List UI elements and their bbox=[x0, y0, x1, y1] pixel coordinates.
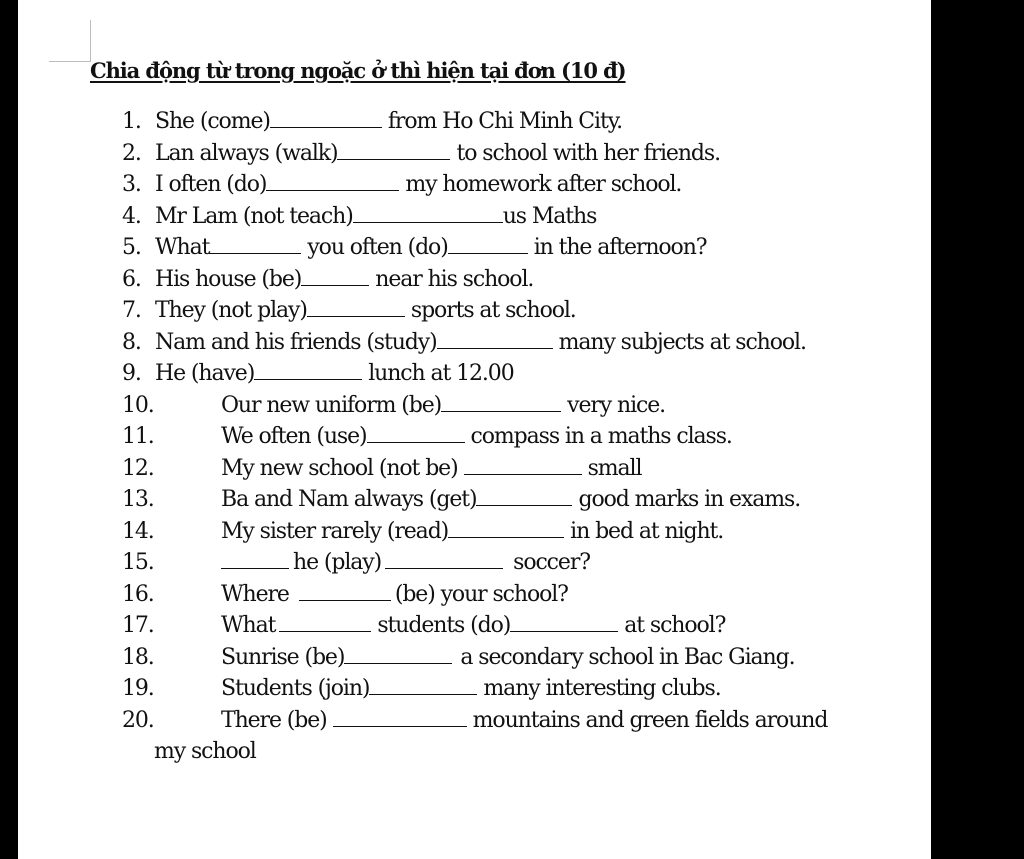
list-item bbox=[122, 138, 827, 170]
item-text: (be) your school? bbox=[394, 581, 568, 607]
answer-blank[interactable] bbox=[476, 485, 572, 506]
item-text: What bbox=[155, 235, 210, 260]
item-text: Lan always (walk) bbox=[155, 140, 338, 166]
item-number: 17. bbox=[122, 613, 154, 638]
answer-blank[interactable] bbox=[448, 233, 528, 254]
item-text: mountains and green fields around bbox=[472, 707, 828, 733]
item-text: near his school. bbox=[375, 266, 534, 292]
item-text: very nice. bbox=[567, 392, 666, 418]
item-text: many interesting clubs. bbox=[483, 676, 721, 701]
answer-blank[interactable] bbox=[437, 328, 553, 349]
answer-blank[interactable] bbox=[367, 422, 465, 443]
item-text: Sunrise (be) bbox=[221, 644, 345, 670]
item-text: compass in a maths class. bbox=[470, 424, 732, 449]
item-number: 8. bbox=[122, 329, 141, 355]
item-number: 9. bbox=[122, 361, 141, 386]
list-item bbox=[122, 516, 827, 548]
item-text: us Maths bbox=[502, 203, 597, 229]
item-number: 15. bbox=[122, 550, 154, 575]
item-text: good marks in exams. bbox=[578, 487, 801, 512]
item-text: My sister rarely (read) bbox=[221, 518, 449, 544]
item-number: 1. bbox=[122, 109, 141, 134]
answer-blank[interactable] bbox=[369, 674, 477, 695]
list-item bbox=[122, 579, 827, 611]
answer-blank[interactable] bbox=[209, 233, 301, 254]
item-number: 14. bbox=[122, 518, 154, 544]
item-number: 5. bbox=[122, 235, 141, 260]
answer-blank[interactable] bbox=[254, 359, 362, 380]
answer-blank[interactable] bbox=[344, 643, 452, 664]
list-item bbox=[122, 201, 827, 233]
list-item bbox=[122, 106, 827, 138]
item-text: Where bbox=[221, 581, 289, 607]
item-text: at school? bbox=[624, 613, 726, 638]
list-item bbox=[122, 610, 827, 642]
item-text: to school with her friends. bbox=[456, 140, 720, 166]
item-text: Ba and Nam always (get) bbox=[221, 487, 477, 512]
list-item bbox=[122, 484, 827, 516]
answer-blank[interactable] bbox=[279, 611, 371, 632]
answer-blank[interactable] bbox=[337, 139, 450, 160]
answer-blank[interactable] bbox=[464, 454, 582, 475]
item-text: small bbox=[587, 455, 642, 481]
item-number: 11. bbox=[122, 424, 154, 449]
item-number: 10. bbox=[122, 392, 154, 418]
item-number: 20. bbox=[122, 707, 154, 733]
exercise-list bbox=[122, 106, 827, 736]
item-number: 18. bbox=[122, 644, 154, 670]
item-text: We often (use) bbox=[221, 424, 367, 449]
item-number: 3. bbox=[122, 172, 141, 197]
item-number: 2. bbox=[122, 140, 141, 166]
list-item bbox=[122, 673, 827, 705]
list-item bbox=[122, 390, 827, 422]
list-item bbox=[122, 232, 827, 264]
list-item bbox=[122, 169, 827, 201]
item-text: Students (join) bbox=[221, 676, 370, 701]
item-text: you often (do) bbox=[307, 235, 448, 260]
answer-blank[interactable] bbox=[221, 548, 289, 569]
item-number: 12. bbox=[122, 455, 154, 481]
item-text: What bbox=[221, 613, 276, 638]
list-item bbox=[122, 642, 827, 674]
item-text: My new school (not be) bbox=[221, 455, 458, 481]
item-text: a secondary school in Bac Giang. bbox=[460, 644, 795, 670]
item-text: my homework after school. bbox=[405, 172, 682, 197]
item-text: I often (do) bbox=[155, 172, 267, 197]
item-number: 19. bbox=[122, 676, 154, 701]
answer-blank[interactable] bbox=[448, 517, 564, 538]
item-text: His house (be) bbox=[155, 266, 302, 292]
item-text: lunch at 12.00 bbox=[368, 361, 514, 386]
item-text: Our new uniform (be) bbox=[221, 392, 442, 418]
list-item bbox=[122, 264, 827, 296]
answer-blank[interactable] bbox=[510, 611, 618, 632]
item-text: There (be) bbox=[221, 707, 327, 733]
item-text: She (come) bbox=[155, 109, 270, 134]
item-continuation: my school bbox=[154, 739, 256, 764]
item-text: students (do) bbox=[377, 613, 511, 638]
list-item bbox=[122, 705, 827, 737]
item-text: He (have) bbox=[155, 361, 255, 386]
list-item bbox=[122, 327, 827, 359]
answer-blank[interactable] bbox=[266, 170, 399, 191]
list-item bbox=[122, 453, 827, 485]
item-text: from Ho Chi Minh City. bbox=[387, 109, 622, 134]
answer-blank[interactable] bbox=[270, 107, 382, 128]
item-number: 7. bbox=[122, 298, 141, 323]
list-item bbox=[122, 421, 827, 453]
answer-blank[interactable] bbox=[333, 706, 467, 727]
answer-blank[interactable] bbox=[301, 265, 369, 286]
answer-blank[interactable] bbox=[385, 548, 503, 569]
item-text: They (not play) bbox=[155, 298, 307, 323]
item-number: 4. bbox=[122, 203, 141, 229]
item-number: 16. bbox=[122, 581, 154, 607]
item-text: many subjects at school. bbox=[558, 329, 806, 355]
item-number: 6. bbox=[122, 266, 141, 292]
item-text: soccer? bbox=[513, 550, 590, 575]
list-item bbox=[122, 295, 827, 327]
item-text: in the afternoon? bbox=[533, 235, 707, 260]
answer-blank[interactable] bbox=[441, 391, 561, 412]
exercise-title: Chia động từ trong ngoặc ở thì hiện tại đơn (10 đ) bbox=[90, 58, 626, 83]
item-text: in bed at night. bbox=[570, 518, 724, 544]
page-corner-mark bbox=[49, 20, 91, 62]
answer-blank[interactable] bbox=[353, 202, 503, 223]
answer-blank[interactable] bbox=[307, 296, 405, 317]
item-text: Mr Lam (not teach) bbox=[155, 203, 353, 229]
item-number: 13. bbox=[122, 487, 154, 512]
list-item bbox=[122, 547, 827, 579]
list-item bbox=[122, 358, 827, 390]
answer-blank[interactable] bbox=[299, 580, 391, 601]
item-text: he (play) bbox=[293, 550, 382, 575]
item-text: Nam and his friends (study) bbox=[155, 329, 437, 355]
item-text: sports at school. bbox=[410, 298, 576, 323]
